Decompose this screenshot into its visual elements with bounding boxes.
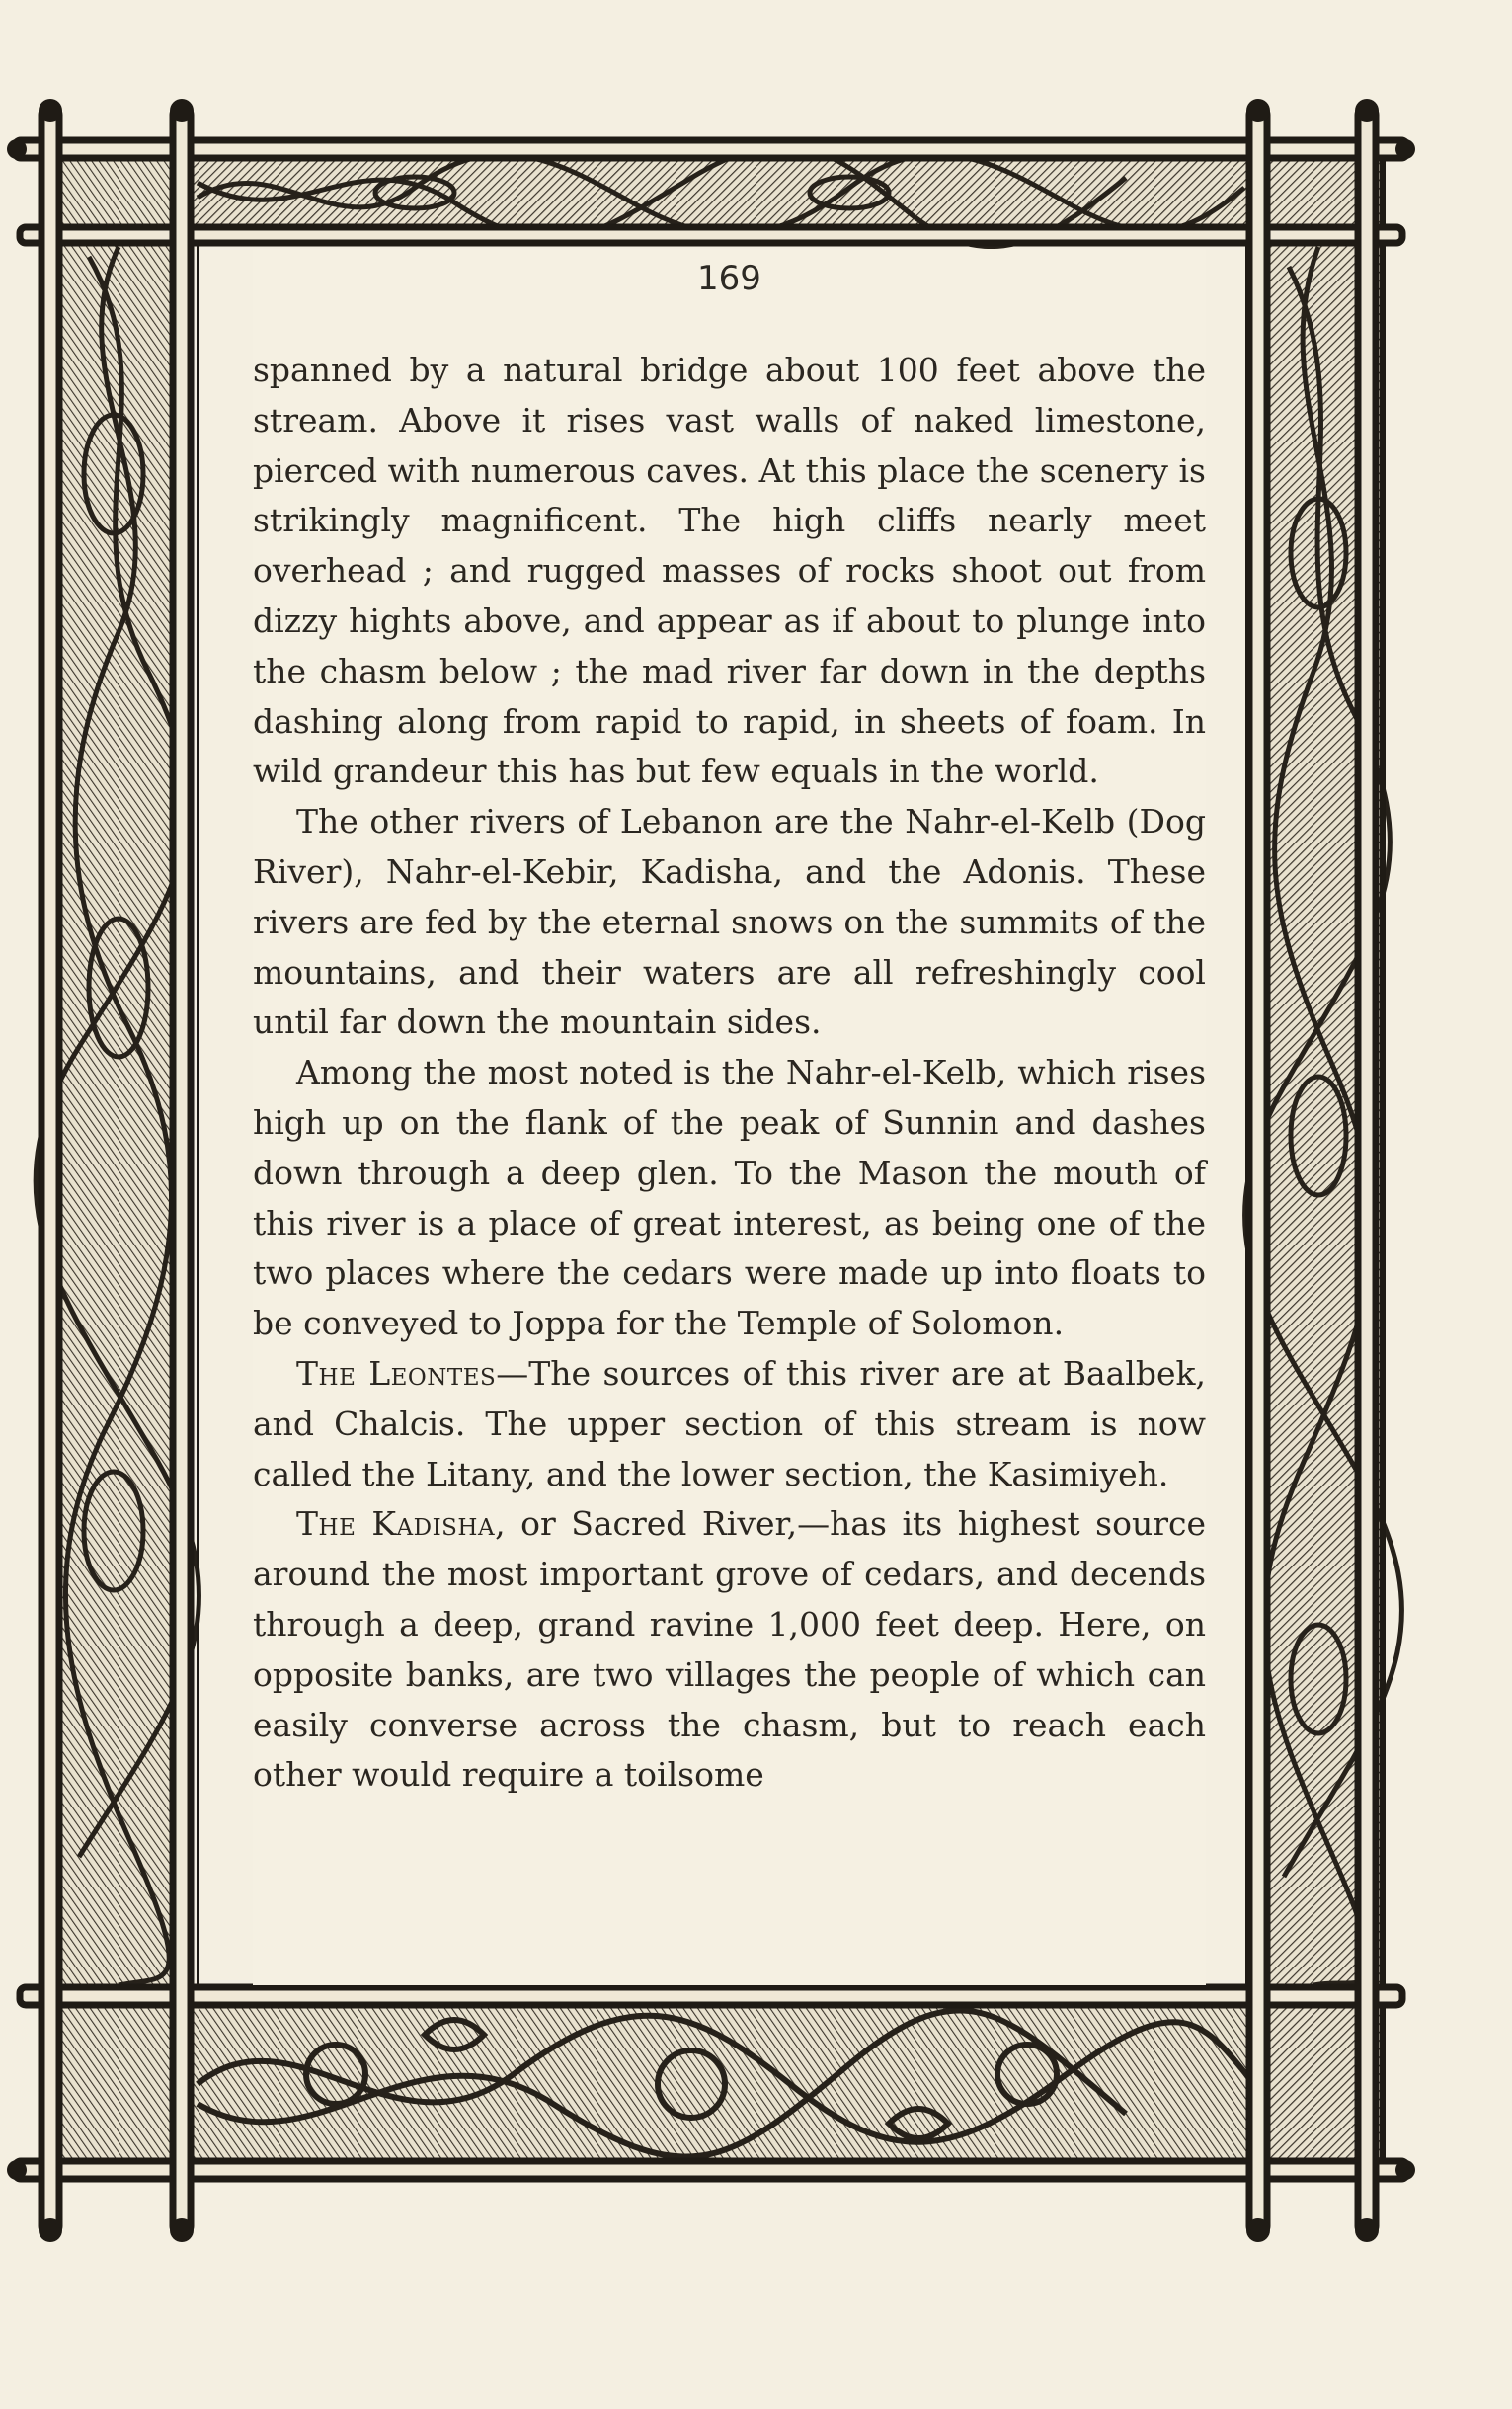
paragraph-lead: The Kadisha (296, 1504, 496, 1544)
page-number: 169 (697, 259, 761, 298)
paragraph (253, 797, 1206, 1048)
paragraph-text: —The sources of this river are at Baalbek, and Chalcis. The upper section of this stream is now called the Litany, and the lower section, the Kasimiyeh. (253, 1353, 1206, 1493)
paragraph-text: , or Sacred River,—has its highest source around the most important grove of cedars, and decends through a deep, grand ravine 1,000 feet deep. Here, on opposite banks, are two villages the people of which can easily converse across the chasm, but to reach each other would require a toilsome (253, 1504, 1207, 1795)
text-panel (253, 249, 1206, 1985)
paragraph-text: The other rivers of Lebanon are the Nahr-el-Kelb (Dog River), Nahr-el-Kebir, Kadisha, and the Adonis. These rivers are fed by the eternal snows on the summits of the mountains, and their waters are all refreshingly cool until far down the mountain sides. (253, 802, 1206, 1042)
paragraph (253, 1349, 1206, 1499)
bottom-border-band (158, 1995, 1284, 2173)
paragraph (253, 1499, 1206, 1801)
paragraph (253, 1048, 1206, 1349)
body-text (253, 346, 1206, 1801)
paragraph-text: spanned by a natural bridge about 100 feet above the stream. Above it rises vast walls of naked limestone, pierced with numerous caves. At this place the scenery is strikingly magnificent. The high cliffs nearly meet overhead ; and rugged masses of rocks shoot out from dizzy hights above, and appear as if about to plunge into the chasm below ; the mad river far down in the depths dashing along from rapid to rapid, in sheets of foam. In wild grandeur this has but few equals in the world. (253, 351, 1206, 791)
paragraph (253, 346, 1206, 797)
paragraph-text: Among the most noted is the Nahr-el-Kelb, which rises high up on the flank of the peak of Sunnin and dashes down through a deep glen. To the Mason the mouth of this river is a place of great interest, as being one of the two places where the cedars were made up into floats to be conveyed to Joppa for the Temple of Solomon. (253, 1053, 1206, 1343)
paragraph-lead: The Leontes (296, 1353, 497, 1393)
